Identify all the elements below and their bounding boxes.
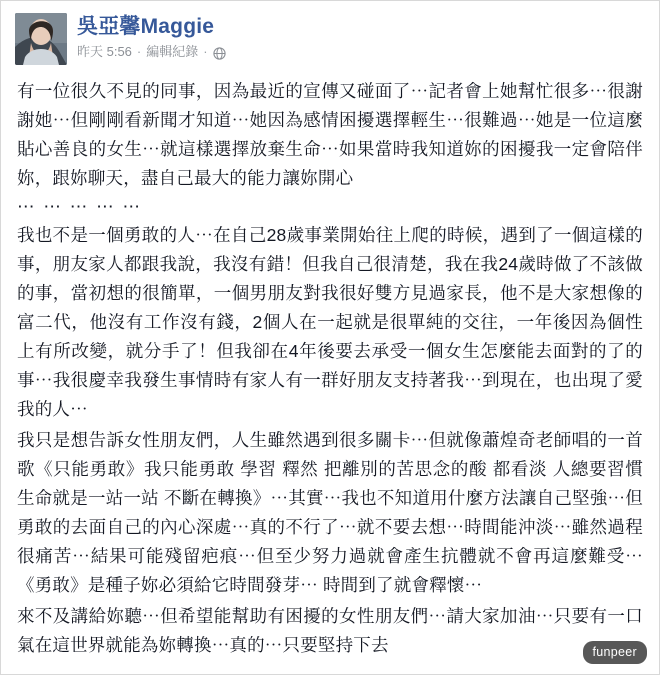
post-paragraph: 有一位很久不見的同事，因為最近的宣傳又碰面了⋯記者會上她幫忙很多⋯很謝謝她⋯但剛剛看新聞才知道⋯她因為感情困擾選擇輕生⋯很難過⋯她是一位這麼貼心善良的女生⋯就這樣選擇放棄生命⋯如果當時我知道妳的困擾我一定會陪伴妳，跟妳聊天，盡自己最大的能力讓妳開心: [17, 81, 643, 188]
post-meta: [77, 44, 226, 60]
post-paragraph-divider: ⋯ ⋯ ⋯ ⋯ ⋯: [17, 196, 142, 216]
post-paragraph: 我只是想告訴女性朋友們，人生雖然遇到很多關卡⋯但就像蕭煌奇老師唱的一首歌《只能勇敢》我只能勇敢 學習 釋然 把離別的苦思念的酸 都看淡 人總要習慣 生命就是一站一站 不斷在轉換》⋯其實⋯我也不知道用什麼方法讓自己堅強⋯但勇敢的去面自己的內心深處⋯真的不行了⋯就不要去想⋯時間能沖淡⋯雖然過程很痛苦⋯結果可能殘留疤痕⋯但至少努力過就會產生抗體就不會再這麼難受⋯《勇敢》是種子妳必須給它時間發芽⋯ 時間到了就會釋懷⋯: [17, 430, 643, 595]
author-name[interactable]: 吳亞馨Maggie: [77, 15, 215, 38]
meta-separator-2: ·: [203, 44, 208, 59]
post-header-text: [77, 13, 226, 60]
post-message: [1, 71, 659, 660]
avatar[interactable]: [15, 13, 67, 65]
post-timestamp[interactable]: 昨天 5:56: [77, 44, 132, 59]
post-paragraph: 來不及講給妳聽⋯但希望能幫助有困擾的女性朋友們⋯請大家加油⋯只要有一口氣在這世界就能為妳轉換⋯真的⋯只要堅持下去: [17, 606, 643, 655]
post-header: [1, 1, 659, 71]
globe-icon[interactable]: [213, 47, 226, 60]
watermark-badge: funpeer: [583, 641, 648, 664]
edit-history-link[interactable]: 編輯紀錄: [146, 44, 199, 59]
post-paragraph: 我也不是一個勇敢的人⋯在自己28歲事業開始往上爬的時候，遇到了一個這樣的事，朋友家人都跟我說，我沒有錯！但我自己很清楚，我在我24歲時做了不該做的事，當初想的很簡單，一個男朋友對我很好雙方見過家長，他不是大家想像的富二代，他沒有工作沒有錢，2個人在一起就是很單純的交往，一年後因為個性上有所改變，就分手了！但我卻在4年後要去承受一個女生怎麼能去面對的了的事⋯我很慶幸我發生事情時有家人有一群好朋友支持著我⋯到現在，也出現了愛我的人⋯: [17, 225, 643, 419]
meta-separator-1: ·: [136, 44, 142, 59]
